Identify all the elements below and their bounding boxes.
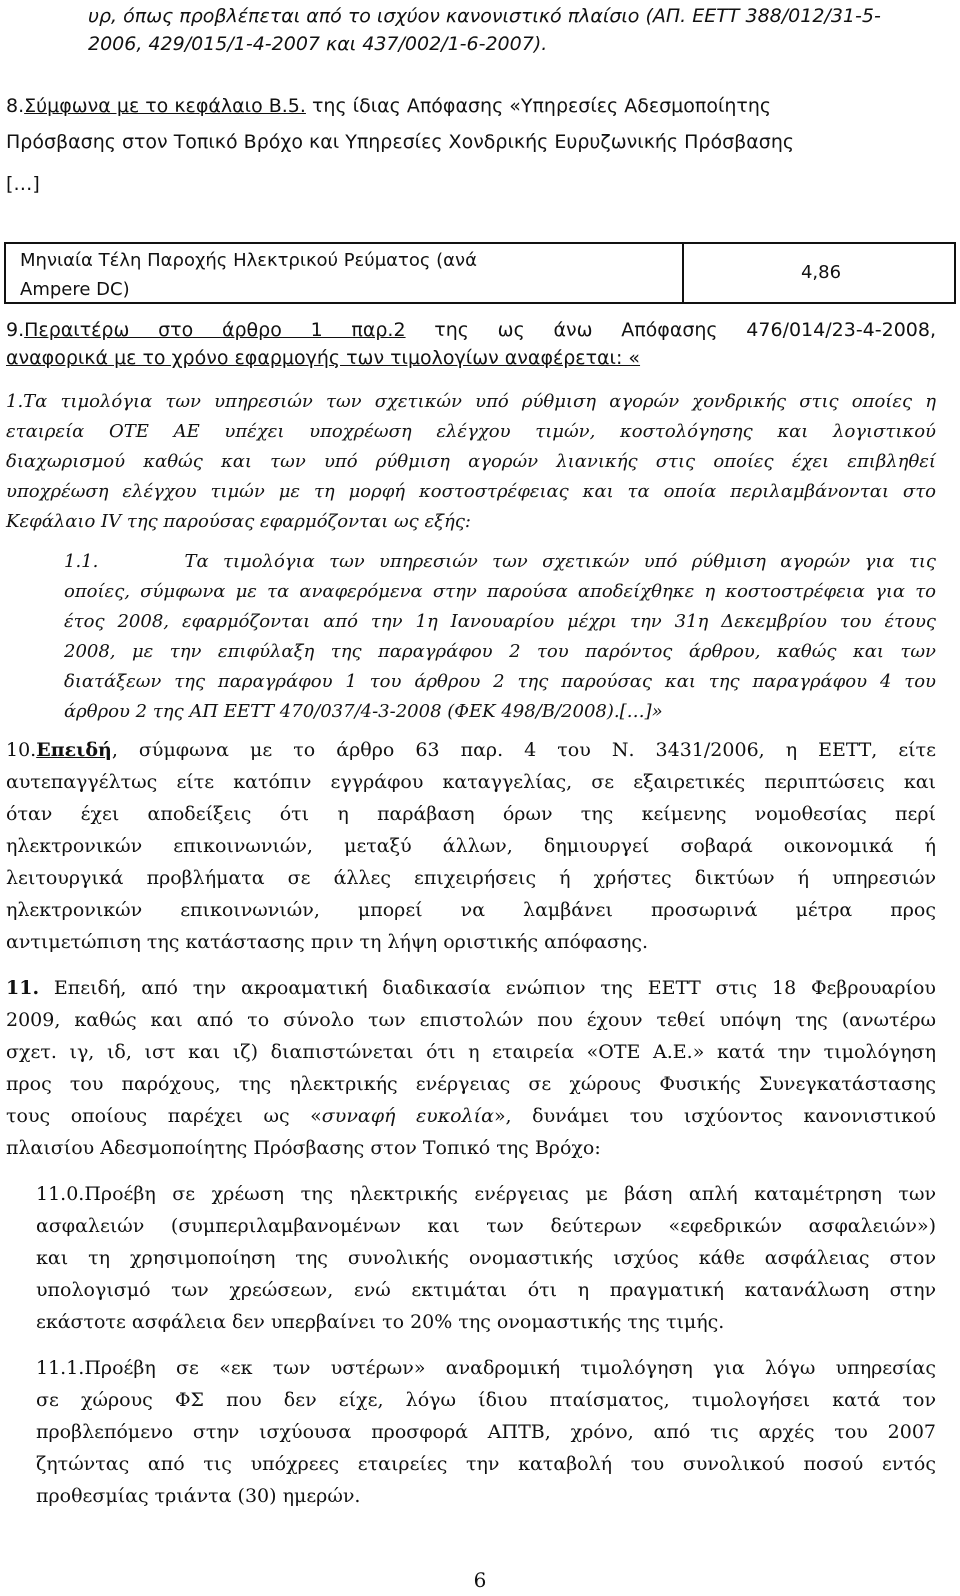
p9-line-2: αναφορικά με το χρόνο εφαρμογής των τιμολογίων αναφέρεται: « [6, 347, 641, 369]
p11-line-5-italic: συναφή ευκολία [321, 1105, 494, 1127]
fee-table-value: 4,86 [800, 262, 842, 283]
p11-line-5 [6, 1102, 936, 1130]
p10-line-3: όταν έχει αποδείξεις ότι η παράβαση όρων της κείμενης νομοθεσίας περί [6, 803, 936, 825]
p11-line-5-b: », δυνάμει του ισχύοντος κανονιστικού [493, 1105, 936, 1127]
quote-1-line-4: υποχρέωση ελέγχου τιμών με τη μορφή κοστοστρέφειας και τα οποία περιλαμβάνονται στο [6, 481, 936, 502]
fee-table-label [20, 246, 670, 304]
quote-1-line-2: εταιρεία ΟΤΕ ΑΕ υπέχει υποχρέωση ελέγχου τιμών, κοστολόγησης και λογιστικού [6, 421, 936, 442]
fee-table-label-line-1: Μηνιαία Τέλη Παροχής Ηλεκτρικού Ρεύματος (ανά [20, 250, 477, 271]
fee-table-divider [682, 244, 684, 302]
p8-line-3: […] [6, 173, 40, 195]
p11-rest: Επειδή, από την ακροαματική διαδικασία ενώπιον της ΕΕΤΤ στις 18 Φεβρουαρίου [39, 977, 936, 999]
p9-line-1 [6, 316, 936, 344]
p11-1-line-5: προθεσμίας τριάντα (30) ημερών. [36, 1485, 361, 1507]
p9-underlined: Περαιτέρω στο άρθρο 1 παρ.2 [24, 319, 406, 341]
page-number: 6 [473, 1568, 487, 1592]
top-line-2: 2006, 429/015/1-4-2007 και 437/002/1-6-2007). [88, 33, 548, 55]
p11-line-4: προς του παρόχους, της ηλεκτρικής ενέργειας σε χώρους Φυσικής Συνεγκατάστασης [6, 1073, 936, 1095]
quote-1-line-1: 1.Τα τιμολόγια των υπηρεσιών των σχετικών υπό ρύθμιση αγορών χονδρικής στις οποίες η [6, 391, 936, 412]
quote-1-line-5: Κεφάλαιο IV της παρούσας εφαρμόζονται ως εξής: [6, 511, 471, 532]
p11-1-line-4: ζητώντας από τις υπόχρεες εταιρείες την καταβολή του συνολικού ποσού εντός [36, 1453, 936, 1475]
fee-table [4, 242, 956, 304]
p8-rest: της ίδιας Απόφασης «Υπηρεσίες Αδεσμοποίητης [305, 95, 772, 117]
p11-0-line-5: εκάστοτε ασφάλεια δεν υπερβαίνει το 20% της ονομαστικής της τιμής. [36, 1311, 725, 1333]
p10-line-2: αυτεπαγγέλτως είτε κατόπιν εγγράφου καταγγελίας, σε εξαιρετικές περιπτώσεις και [6, 771, 936, 793]
p11-line-2: 2009, καθώς και από το σύνολο των επιστολών που έχουν τεθεί υπόψη της (ανωτέρω [6, 1009, 936, 1031]
top-line-1: υρ, όπως προβλέπεται από το ισχύον κανονιστικό πλαίσιο (ΑΠ. ΕΕΤΤ 388/012/31-5- [88, 5, 881, 27]
p10-number: 10. [6, 739, 37, 761]
p11-line-6: πλαισίου Αδεσμοποίητης Πρόσβασης στον Τοπικό της Βρόχο: [6, 1137, 601, 1159]
p8-line-1 [6, 92, 771, 120]
p11-0-line-4: υπολογισμό των χρεώσεων, ενώ εκτιμάται ότι η πραγματική κατανάλωση στην [36, 1279, 936, 1301]
fee-table-label-line-2: Ampere DC) [20, 279, 130, 300]
quote-11-line-6: άρθρου 2 της ΑΠ ΕΕΤΤ 470/037/4-3-2008 (ΦΕΚ 498/Β/2008).[…]» [64, 701, 663, 722]
p11-0-line-1: 11.0.Προέβη σε χρέωση της ηλεκτρικής ενέργειας με βάση απλή καταμέτρηση των [36, 1183, 936, 1205]
p11-line-3: σχετ. ιγ, ιδ, ιστ και ιζ) διαπιστώνεται ότι η εταιρεία «ΟΤΕ Α.Ε.» κατά την τιμολόγηση [6, 1041, 936, 1063]
p11-line-1 [6, 974, 936, 1002]
p9-number: 9. [6, 319, 25, 341]
p11-1-line-2: σε χώρους ΦΣ που δεν είχε, λόγω ίδιου πταίσματος, τιμολογήσει κατά τον [36, 1389, 936, 1411]
p11-number: 11. [6, 977, 40, 999]
p10-keyword: Επειδή [36, 739, 112, 761]
p10-rest: , σύμφωνα με το άρθρο 63 παρ. 4 του Ν. 3431/2006, η ΕΕΤΤ, είτε [111, 739, 936, 761]
p9-rest: της ως άνω Απόφασης 476/014/23-4-2008, [405, 319, 937, 341]
p10-line-7: αντιμετώπιση της κατάστασης πριν τη λήψη οριστικής απόφασης. [6, 931, 649, 953]
p11-1-line-1: 11.1.Προέβη σε «εκ των υστέρων» αναδρομική τιμολόγηση για λόγω υπηρεσίας [36, 1357, 936, 1379]
p8-underlined: Σύμφωνα με το κεφάλαιο Β.5. [24, 95, 306, 117]
quote-11-line-2: οποίες, σύμφωνα με τα αναφερόμενα στην παρούσα αποδείχθηκε η κοστοστρέφεια για το [64, 581, 936, 602]
p11-1-line-3: προβλεπόμενο στην ισχύουσα προσφορά ΑΠΤΒ, χρόνο, από τις αρχές του 2007 [36, 1421, 936, 1443]
quote-11-line-1: 1.1. Τα τιμολόγια των υπηρεσιών των σχετικών υπό ρύθμιση αγορών για τις [64, 551, 936, 572]
quote-11-line-4: 2008, με την επιφύλαξη της παραγράφου 2 του παρόντος άρθρου, καθώς και των [64, 641, 936, 662]
p10-line-4: ηλεκτρονικών επικοινωνιών, μεταξύ άλλων, δημιουργεί σοβαρά οικονομικά ή [6, 835, 936, 857]
p8-number: 8. [6, 95, 25, 117]
p10-line-6: ηλεκτρονικών επικοινωνιών, μπορεί να λαμβάνει προσωρινά μέτρα προς [6, 899, 936, 921]
p11-line-5-a: τους οποίους παρέχει ως « [6, 1105, 322, 1127]
p8-line-2: Πρόσβασης στον Τοπικό Βρόχο και Υπηρεσίες Χονδρικής Ευρυζωνικής Πρόσβασης [6, 131, 795, 153]
p10-line-1 [6, 736, 936, 764]
quote-1-line-3: διαχωρισμού καθώς και των υπό ρύθμιση αγορών λιανικής στις οποίες έχει επιβληθεί [6, 451, 936, 472]
quote-11-line-3: έτος 2008, εφαρμόζονται από την 1η Ιανουαρίου μέχρι την 31η Δεκεμβρίου του έτους [64, 611, 936, 632]
quote-11-line-5: διατάξεων της παραγράφου 1 του άρθρου 2 της παρούσας και της παραγράφου 4 του [64, 671, 936, 692]
p11-0-line-2: ασφαλειών (συμπεριλαμβανομένων και των δεύτερων «εφεδρικών ασφαλειών») [36, 1215, 936, 1237]
p11-0-line-3: και τη χρησιμοποίηση της συνολικής ονομαστικής ισχύος κάθε ασφάλειας στον [36, 1247, 936, 1269]
p10-line-5: λειτουργικά προβλήματα σε άλλες επιχειρήσεις ή χρήστες δικτύων ή υπηρεσιών [6, 867, 936, 889]
